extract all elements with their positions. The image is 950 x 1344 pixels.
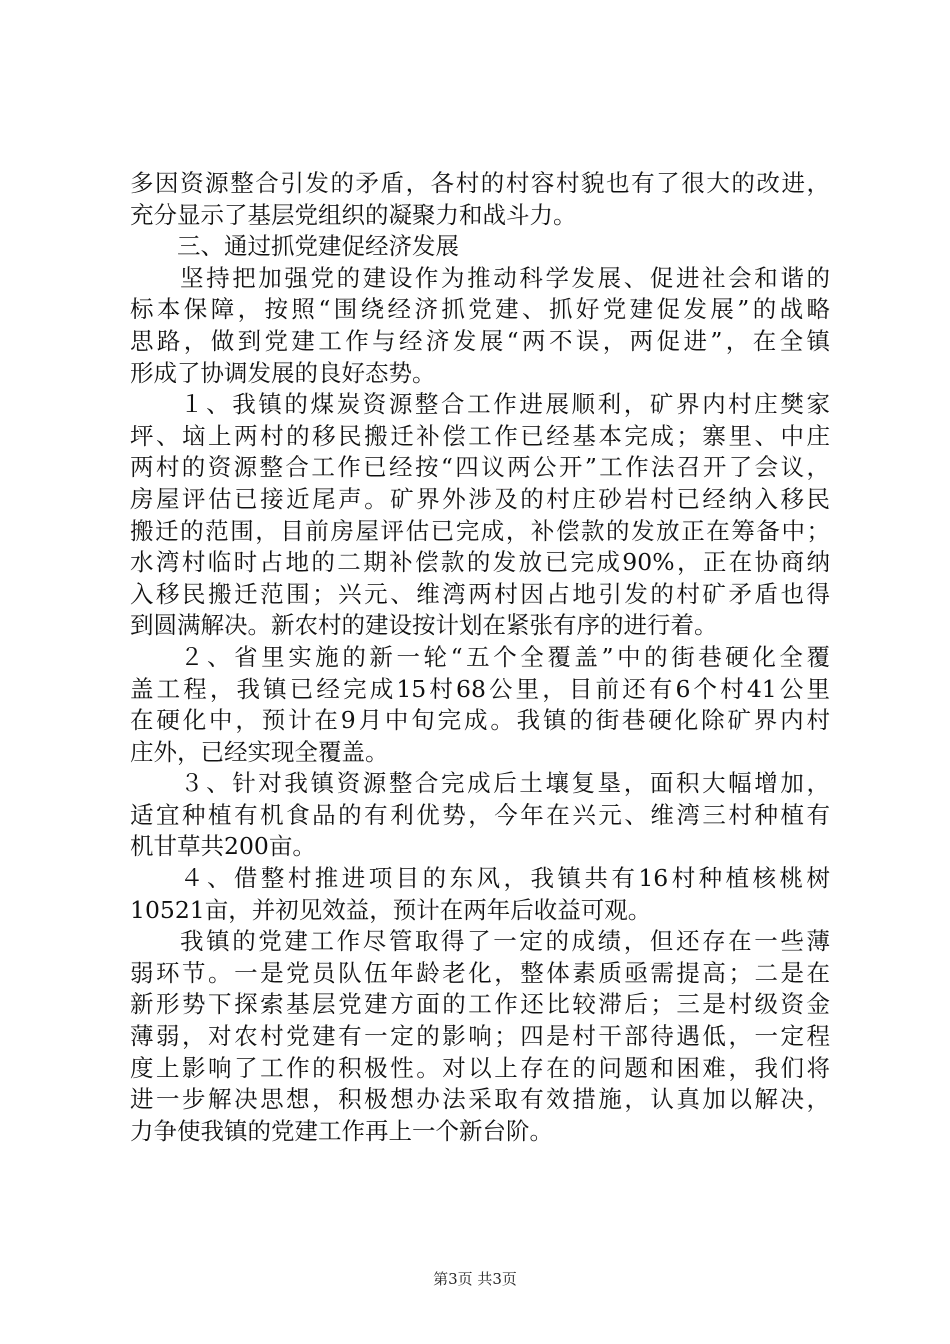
page-footer [0, 1268, 950, 1289]
text-line: 庄外，已经实现全覆盖。 [130, 737, 389, 766]
text-line: ４、借整村推进项目的东风，我镇共有16村种植核桃树 [180, 864, 830, 893]
text-line: 薄弱，对农村党建有一定的影响；四是村干部待遇低，一定程 [130, 1022, 830, 1051]
section-heading: 三、通过抓党建促经济发展 [177, 232, 459, 261]
text-line: 坚持把加强党的建设作为推动科学发展、促进社会和谐的 [180, 263, 830, 292]
text-line: ２、省里实施的新一轮“五个全覆盖”中的街巷硬化全覆 [180, 642, 830, 671]
text-line: 机甘草共200亩。 [130, 832, 316, 861]
text-line: 两村的资源整合工作已经按“四议两公开”工作法召开了会议， [130, 453, 830, 482]
text-line: 坪、垴上两村的移民搬迁补偿工作已经基本完成；寨里、中庄 [130, 421, 830, 450]
text-line: 盖工程，我镇已经完成15村68公里，目前还有6个村41公里 [130, 674, 830, 703]
text-line: 我镇的党建工作尽管取得了一定的成绩，但还存在一些薄 [180, 927, 830, 956]
text-line: 水湾村临时占地的二期补偿款的发放已完成90%，正在协商纳 [130, 548, 830, 577]
text-line: １、我镇的煤炭资源整合工作进展顺利，矿界内村庄樊家 [180, 390, 830, 419]
text-line: 到圆满解决。新农村的建设按计划在紧张有序的进行着。 [130, 611, 718, 640]
text-line: 形成了协调发展的良好态势。 [130, 358, 436, 387]
text-line: 思路，做到党建工作与经济发展“两不误，两促进”，在全镇 [130, 326, 830, 355]
text-line: 多因资源整合引发的矛盾，各村的村容村貌也有了很大的改进， [130, 169, 830, 197]
text-line: 力争使我镇的党建工作再上一个新台阶。 [130, 1116, 553, 1145]
text-line: 入移民搬迁范围；兴元、维湾两村因占地引发的村矿矛盾也得 [130, 579, 830, 608]
text-line: 新形势下探索基层党建方面的工作还比较滞后；三是村级资金 [130, 990, 830, 1019]
text-line: 房屋评估已接近尾声。矿界外涉及的村庄砂岩村已经纳入移民 [130, 484, 830, 513]
text-line: 进一步解决思想，积极想办法采取有效措施，认真加以解决， [130, 1085, 830, 1114]
text-line: 标本保障，按照“围绕经济抓党建、抓好党建促发展”的战略 [130, 295, 830, 324]
text-line: ３、针对我镇资源整合完成后土壤复垦，面积大幅增加， [180, 769, 830, 798]
text-line: 弱环节。一是党员队伍年龄老化，整体素质亟需提高；二是在 [130, 958, 830, 987]
document-body [130, 168, 830, 1147]
text-line: 适宜种植有机食品的有利优势，今年在兴元、维湾三村种植有 [130, 800, 830, 829]
text-line: 度上影响了工作的积极性。对以上存在的问题和困难，我们将 [130, 1053, 830, 1082]
text-line: 在硬化中，预计在9月中旬完成。我镇的街巷硬化除矿界内村 [130, 706, 830, 735]
text-line: 10521亩，并初见效益，预计在两年后收益可观。 [130, 895, 652, 924]
text-line: 充分显示了基层党组织的凝聚力和战斗力。 [130, 200, 577, 229]
page-number-label: 第3页 共3页 [433, 1270, 517, 1288]
text-line: 搬迁的范围，目前房屋评估已完成，补偿款的发放正在筹备中； [130, 516, 830, 545]
